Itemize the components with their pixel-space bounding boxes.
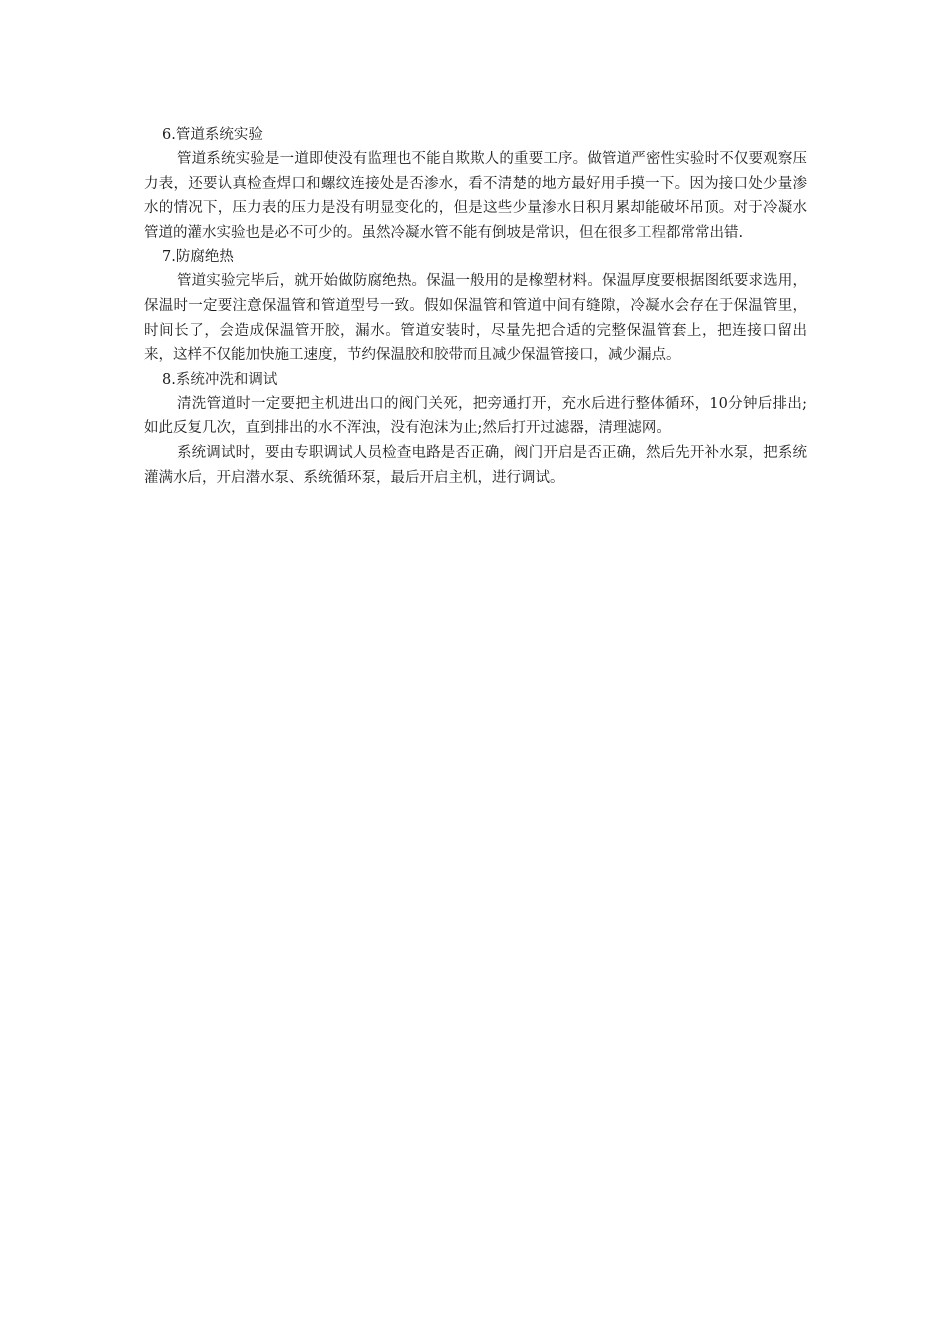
section-heading-6: 6.管道系统实验: [162, 127, 263, 143]
paragraph-insulation: 管道实验完毕后，就开始做防腐绝热。保温一般用的是橡塑材料。保温厚度要根据图纸要求选用，保温时一定要注意保温管和管道型号一致。假如保温管和管道中间有缝隙，冷凝水会存在于保温管里，时间长了，会造成保温管开胶，漏水。管道安装时，尽量先把合适的完整保温管套上，把连接口留出来，这样不仅能加快施工速度，节约保温胶和胶带而且减少保温管接口，减少漏点。: [144, 273, 807, 364]
paragraph-text: 管道系统实验是一道即使没有监理也不能自欺欺人的重要工序。做管道严密性实验时不仅要观察压力表，还要认真检查焊口和螺纹连接处是否渗水，看不清楚的地方最好用手摸一下。因为接口处少量渗水的情况下，压力表的压力是没有明显变化的，但是这些少量渗水日积月累却能破坏吊顶。对于冷凝水管道的灌水实验也是必不可少的。虽然冷凝水管不能有倒坡是常识，但在很多: [144, 151, 807, 241]
paragraph-flushing: 清洗管道时一定要把主机进出口的阀门关死，把旁通打开，充水后进行整体循环，10分钟后排出;如此反复几次，直到排出的水不浑浊，没有泡沫为止;然后打开过滤器，清理滤网。: [144, 395, 807, 437]
engineering-link[interactable]: 工程: [637, 224, 666, 241]
paragraph-commissioning: 系统调试时，要由专职调试人员检查电路是否正确，阀门开启是否正确，然后先开补水泵，把系统灌满水后，开启潜水泵、系统循环泵，最后开启主机，进行调试。: [144, 444, 807, 486]
paragraph-pipe-test: [144, 147, 807, 245]
section-heading-8: 8.系统冲洗和调试: [162, 371, 278, 388]
document-body: [144, 123, 807, 490]
section-heading-7: 7.防腐绝热: [162, 249, 234, 266]
paragraph-text: 都常常出错.: [666, 224, 744, 241]
